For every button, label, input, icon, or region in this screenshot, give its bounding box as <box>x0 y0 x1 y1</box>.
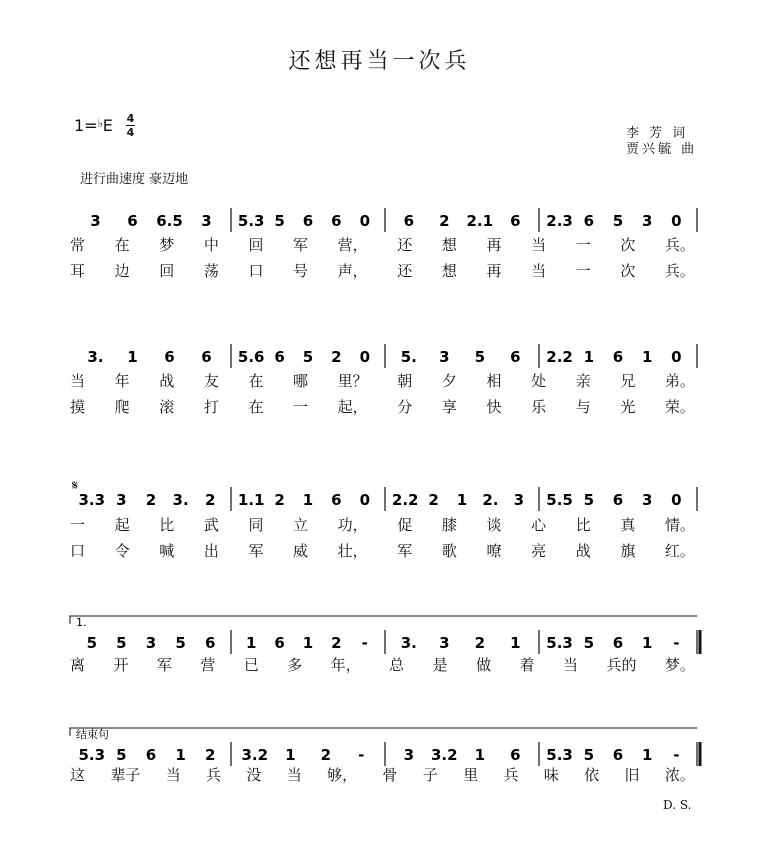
lyric-syllable: 年 <box>114 372 130 390</box>
lyric-syllable: 旧 <box>624 766 640 784</box>
note: 0 <box>671 348 682 366</box>
note: 3. <box>400 634 417 652</box>
lyric-syllable: 子 <box>422 766 438 784</box>
lyric-line <box>70 654 695 675</box>
lyric-syllable: 歌 <box>441 542 457 560</box>
note: 2 <box>474 634 486 652</box>
lyric-syllable: 壮， <box>337 542 368 560</box>
struct-layer <box>70 208 700 766</box>
note: 3 <box>439 634 450 652</box>
lyric-syllable: 一 <box>70 516 86 534</box>
lyric-syllable: 中 <box>203 236 219 254</box>
lyric-line <box>70 514 695 535</box>
lyric-syllable: 弟。 <box>664 372 695 390</box>
lyric-syllable: 年， <box>330 656 361 674</box>
lyric-syllable: 这 <box>70 766 86 784</box>
lyric-syllable: 离 <box>70 656 86 674</box>
lyric-syllable: 哪 <box>293 372 309 390</box>
lyric-syllable: 情。 <box>664 516 695 534</box>
lyric-syllable: 朝 <box>397 372 413 390</box>
note: 2.2 <box>546 348 573 366</box>
lyric-syllable: 还 <box>397 236 413 254</box>
note: 2.1 <box>466 212 494 230</box>
lyric-syllable: 着 <box>519 656 535 674</box>
lyric-syllable: 做 <box>476 656 492 674</box>
lyric-syllable: 友 <box>203 372 219 390</box>
note: 1 <box>175 746 186 764</box>
note: 3.3 <box>78 491 106 509</box>
note: 6 <box>331 212 342 230</box>
note: 5 <box>612 212 624 230</box>
note: - <box>673 746 680 764</box>
lyric-syllable: 当 <box>531 262 547 280</box>
note: 2 <box>331 348 342 366</box>
lyric-syllable: 嘹 <box>486 542 502 560</box>
note: 1 <box>641 348 653 366</box>
note: 3 <box>90 212 101 230</box>
note: 5 <box>583 491 595 509</box>
note: 1 <box>583 348 595 366</box>
lyric-syllable: 光 <box>620 398 636 416</box>
lyric-syllable: 旗 <box>620 542 636 560</box>
lyric-syllable: 辈子 <box>110 766 141 784</box>
lyric-syllable: 威 <box>293 542 309 560</box>
note: - <box>673 634 680 652</box>
note: 5.5 <box>546 491 573 509</box>
note: 3. <box>172 491 189 509</box>
lyric-syllable: 心 <box>531 516 547 534</box>
lyric-syllable: 兄 <box>620 372 636 390</box>
lyric-syllable: 回 <box>248 236 264 254</box>
first-ending-label: 1. <box>76 616 87 629</box>
lyric-syllable: 在 <box>248 372 264 390</box>
lyric-syllable: 武 <box>203 516 219 534</box>
note: 5 <box>175 634 186 652</box>
lyric-syllable: 梦。 <box>664 656 695 674</box>
note: 2.2 <box>391 491 419 509</box>
time-bottom: 4 <box>126 126 135 139</box>
lyric-syllable: 兵。 <box>664 236 695 254</box>
notes-layer <box>79 212 682 764</box>
lyric-syllable: 摸 <box>70 398 86 416</box>
note: - <box>361 634 368 652</box>
lyric-syllable: 夕 <box>441 372 457 390</box>
note: 2 <box>274 491 285 509</box>
lyric-syllable: 还 <box>397 262 413 280</box>
lyric-syllable: 真 <box>620 516 636 534</box>
note: 5 <box>86 634 98 652</box>
note: 1 <box>245 634 257 652</box>
note: 3 <box>403 746 415 764</box>
note: 6 <box>403 212 415 230</box>
note: 6 <box>612 491 624 509</box>
lyric-syllable: 里 <box>463 766 479 784</box>
lyric-syllable: 享 <box>441 398 457 416</box>
lyric-syllable: 与 <box>575 398 591 416</box>
lyric-syllable: 浓。 <box>664 766 695 784</box>
lyric-syllable: 没 <box>246 766 262 784</box>
lyric-syllable: 当 <box>286 766 302 784</box>
note: 3.2 <box>431 746 458 764</box>
lyric-syllable: 战 <box>159 372 175 390</box>
note: 1 <box>127 348 138 366</box>
note: 1 <box>641 634 653 652</box>
note: 5. <box>400 348 417 366</box>
lyric-syllable: 耳 <box>70 262 86 280</box>
lyric-syllable: 促 <box>397 516 413 534</box>
note: 3 <box>641 212 653 230</box>
lyric-syllable: 比 <box>575 516 591 534</box>
lyric-syllable: 够， <box>327 766 358 784</box>
lyric-syllable: 回 <box>159 262 175 280</box>
note: 5 <box>116 634 127 652</box>
note: 5.3 <box>546 634 573 652</box>
note: 5 <box>583 634 595 652</box>
note: 3 <box>145 634 157 652</box>
lyric-syllable: 想 <box>441 236 457 254</box>
lyric-syllable: 快 <box>486 398 502 416</box>
note: 5 <box>474 348 486 366</box>
tempo-marking: 进行曲速度 豪迈地 <box>80 172 189 187</box>
lyric-syllable: 谈 <box>486 516 502 534</box>
note: 5 <box>274 212 285 230</box>
note: 6 <box>612 634 624 652</box>
lyric-syllable: 一 <box>293 398 309 416</box>
lyric-syllable: 功， <box>337 516 368 534</box>
lyric-syllable: 荡 <box>203 262 219 280</box>
lyric-syllable: 在 <box>114 236 130 254</box>
note: 1 <box>641 746 653 764</box>
note: 1 <box>510 634 521 652</box>
note: 6 <box>583 212 595 230</box>
note: 2 <box>320 746 332 764</box>
lyric-syllable: 膝 <box>441 516 457 534</box>
note: 5 <box>116 746 127 764</box>
lyric-syllable: 亲 <box>575 372 591 390</box>
lyric-syllable: 想 <box>441 262 457 280</box>
lyric-syllable: 开 <box>113 656 129 674</box>
note: 6 <box>331 491 342 509</box>
lyric-syllable: 乐 <box>531 398 547 416</box>
note: 6.5 <box>156 212 183 230</box>
dal-segno: D. S. <box>663 798 692 812</box>
lyric-syllable: 分 <box>397 398 413 416</box>
note: 6 <box>127 212 138 230</box>
lyric-syllable: 次 <box>620 262 636 280</box>
time-top: 4 <box>126 112 135 125</box>
note: 6 <box>510 746 521 764</box>
lyric-syllable: 一 <box>575 262 591 280</box>
lyric-line <box>70 234 695 255</box>
note: 0 <box>359 212 371 230</box>
note: 6 <box>612 746 624 764</box>
lyric-line <box>70 370 695 391</box>
lyric-syllable: 营 <box>200 656 216 674</box>
note: 0 <box>671 491 682 509</box>
key-note: E <box>102 116 113 135</box>
note: 2 <box>204 746 216 764</box>
lyric-line <box>70 764 695 785</box>
note: 2.3 <box>546 212 573 230</box>
note: 5 <box>583 746 595 764</box>
note: 2 <box>204 491 216 509</box>
note: 2 <box>331 634 342 652</box>
note: 6 <box>201 348 212 366</box>
lyric-syllable: 军 <box>248 542 264 560</box>
lyric-syllable: 口 <box>248 262 264 280</box>
first-ending-bracket <box>70 616 697 624</box>
note: 6 <box>274 634 285 652</box>
note: 6 <box>510 348 521 366</box>
lyric-syllable: 声， <box>337 262 368 280</box>
lyric-syllable: 打 <box>203 398 219 416</box>
lyric-syllable: 再 <box>486 262 502 280</box>
lyric-syllable: 亮 <box>531 542 547 560</box>
note: 1 <box>456 491 468 509</box>
note: 3 <box>513 491 525 509</box>
lyric-syllable: 营， <box>337 236 368 254</box>
note: 1 <box>302 634 314 652</box>
lyric-syllable: 军 <box>293 236 309 254</box>
lyric-syllable: 再 <box>486 236 502 254</box>
note: 3 <box>439 348 450 366</box>
lyric-syllable: 令 <box>114 542 130 560</box>
lyric-syllable: 兵的 <box>606 656 637 674</box>
segno-sign: 𝄋 <box>72 478 79 494</box>
note: 5 <box>302 348 314 366</box>
lyric-syllable: 当 <box>70 372 86 390</box>
lyric-syllable: 梦 <box>159 236 175 254</box>
lyric-syllable: 当 <box>165 766 181 784</box>
coda-ending-bracket <box>70 728 697 736</box>
lyric-syllable: 在 <box>248 398 264 416</box>
lyric-syllable: 荣。 <box>664 398 695 416</box>
coda-ending-label: 结束句 <box>76 728 109 741</box>
lyric-syllable: 红。 <box>664 542 695 560</box>
note: 0 <box>359 491 371 509</box>
lyric-syllable: 一 <box>575 236 591 254</box>
lyric-syllable: 喊 <box>159 542 175 560</box>
note: 5.6 <box>237 348 265 366</box>
lyric-syllable: 相 <box>486 372 502 390</box>
composer-credit: 贾兴毓 曲 <box>626 142 698 157</box>
lyric-syllable: 军 <box>156 656 172 674</box>
flat-sign: ♭ <box>97 117 103 130</box>
note: 5.3 <box>237 212 265 230</box>
note: 3.2 <box>241 746 269 764</box>
note: 6 <box>274 348 285 366</box>
lyric-syllable: 当 <box>562 656 578 674</box>
lyric-syllable: 号 <box>293 262 309 280</box>
lyric-syllable: 滚 <box>159 398 175 416</box>
lyric-syllable: 边 <box>114 262 130 280</box>
lyric-syllable: 比 <box>159 516 175 534</box>
note: 6 <box>612 348 624 366</box>
lyric-syllable: 军 <box>397 542 413 560</box>
lyric-syllable: 骨 <box>382 766 398 784</box>
note: 2 <box>439 212 450 230</box>
note: 6 <box>164 348 175 366</box>
note: 1 <box>474 746 486 764</box>
lyric-syllable: 常 <box>70 236 86 254</box>
note: 5.3 <box>78 746 106 764</box>
lyric-syllable: 处 <box>531 372 547 390</box>
note: 6 <box>510 212 521 230</box>
note: 2 <box>145 491 157 509</box>
lyricist-credit: 李 芳 词 <box>626 126 689 141</box>
lyric-syllable: 依 <box>584 766 600 784</box>
lyric-syllable: 口 <box>70 542 86 560</box>
lyric-syllable: 兵 <box>503 766 519 784</box>
lyric-line <box>70 540 695 561</box>
lyric-syllable: 次 <box>620 236 636 254</box>
lyric-syllable: 起 <box>114 516 130 534</box>
lyric-syllable: 出 <box>203 542 219 560</box>
lyric-syllable: 当 <box>531 236 547 254</box>
note: 1 <box>285 746 296 764</box>
note: 0 <box>671 212 682 230</box>
note: 3. <box>87 348 104 366</box>
note: 6 <box>302 212 314 230</box>
lyric-syllable: 同 <box>248 516 264 534</box>
note: 0 <box>359 348 371 366</box>
lyric-syllable: 味 <box>543 766 559 784</box>
lyric-syllable: 起， <box>337 398 368 416</box>
note: 6 <box>145 746 157 764</box>
lyric-syllable: 是 <box>432 656 448 674</box>
lyric-syllable: 战 <box>575 542 591 560</box>
key-prefix: 1= <box>74 116 98 135</box>
note: 1 <box>302 491 314 509</box>
lyric-syllable: 兵。 <box>664 262 695 280</box>
lyric-syllable: 立 <box>293 516 309 534</box>
lyric-line <box>70 260 695 281</box>
note: 6 <box>204 634 216 652</box>
lyric-syllable: 多 <box>287 656 303 674</box>
note: 5.3 <box>546 746 573 764</box>
note: 3 <box>641 491 653 509</box>
lyric-syllable: 爬 <box>114 398 130 416</box>
lyric-syllable: 已 <box>243 656 259 674</box>
note: 3 <box>201 212 212 230</box>
note: 3 <box>116 491 127 509</box>
note: 2. <box>482 491 499 509</box>
note: 2 <box>428 491 439 509</box>
song-title: 还想再当一次兵 <box>288 49 471 74</box>
note: - <box>358 746 365 764</box>
lyric-line <box>70 396 695 417</box>
lyric-syllable: 总 <box>389 656 405 674</box>
lyric-syllable: 里？ <box>337 372 368 390</box>
lyric-syllable: 兵 <box>206 766 222 784</box>
note: 1.1 <box>237 491 265 509</box>
